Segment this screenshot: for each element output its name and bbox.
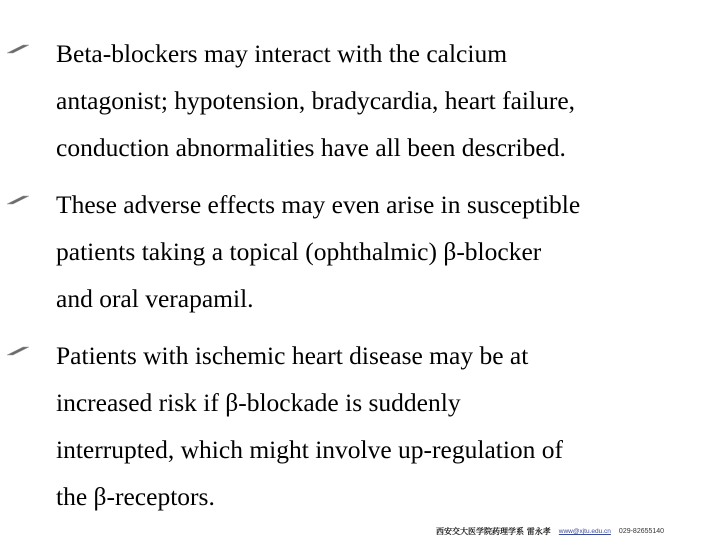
slanted-bar-bullet-icon [5, 195, 31, 205]
bullet-1-line-1: Beta-blockers may interact with the calcium [56, 39, 508, 68]
bullet-2-line-3: and oral verapamil. [56, 284, 254, 313]
bullet-text-3 [56, 332, 718, 520]
footer-email-link[interactable]: www@xjtu.edu.cn [558, 528, 611, 535]
slanted-bar-bullet-icon [5, 346, 31, 356]
bullet-2-line-1: These adverse effects may even arise in susceptible [56, 190, 581, 219]
bullet-2-line-2: patients taking a topical (ophthalmic) β-blocker [56, 237, 542, 266]
bullet-1-line-3: conduction abnormalities have all been described. [56, 133, 566, 162]
bullet-3-line-3: interrupted, which might involve up-regulation of [56, 435, 564, 464]
bullet-text-2 [56, 181, 718, 322]
bullet-3-line-4: the β-receptors. [56, 482, 215, 511]
bullet-3-line-2: increased risk if β-blockade is suddenly [56, 388, 461, 417]
bullet-3-line-1: Patients with ischemic heart disease may be at [56, 341, 529, 370]
footer-organization: 西安交大医学院药理学系 雷永孝 [436, 527, 551, 536]
bullet-text-1 [56, 30, 718, 171]
footer-phone: 029-82655140 [618, 528, 665, 535]
bullet-1-line-2: antagonist; hypotension, bradycardia, heart failure, [56, 86, 576, 115]
slanted-bar-bullet-icon [5, 44, 31, 54]
slide-footer [436, 526, 664, 538]
